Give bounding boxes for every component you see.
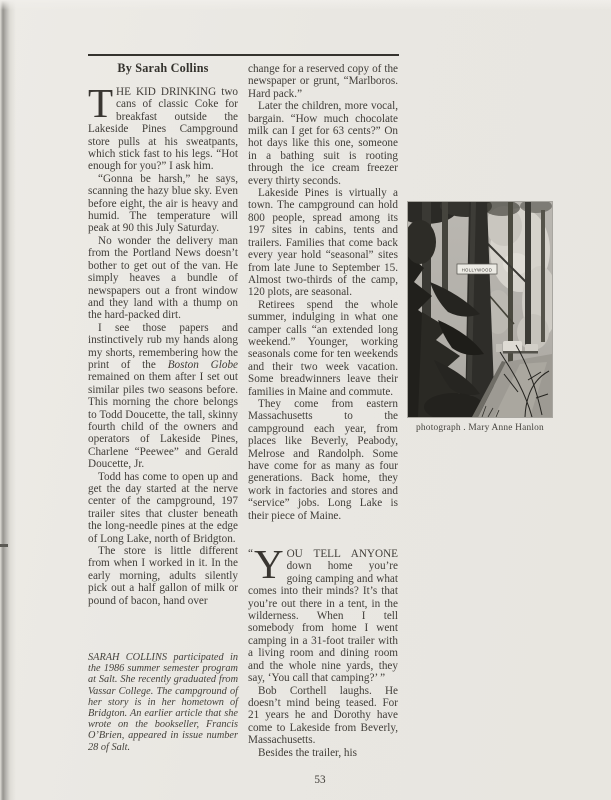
right-column [248, 63, 398, 769]
byline: By Sarah Collins [117, 61, 209, 75]
paragraph-section-lead [248, 541, 398, 685]
boston-globe-italic: Boston Globe [167, 358, 238, 371]
paragraph-text: Later the children, more vocal, bargain. “How much chocolate milk can I get for 63 cents?” On hot days like this one, someone in a bathing suit is rooting through the ice cream freezer every thirty seconds. [248, 100, 398, 187]
paragraph-text: I see those papers and instinctively rub my hands along my shorts, remembering how the print of the [88, 321, 238, 371]
paragraph-text: OU TELL ANYONE down home you’re going camping and what comes into their minds? It’s that you’re out there in a tent, in the wilderness. When I tell somebody from home I went camping in a 31-foot trailer with a living room and dining room and the whole nine yards, they say, ‘You call that camping?’ ” [248, 548, 398, 685]
paragraph [248, 187, 398, 299]
left-column [88, 86, 238, 646]
paragraph-text: remained on them after I set out similar piles two seasons before. This morning the chore belongs to Todd Doucette, the tall, skinny fourth child of the owners and operators of Lakeside Pines, Charlene “Peewee” and Gerald Doucette, Jr. [88, 371, 238, 471]
paragraph-text: The store is little different from when I worked in it. In the early morning, adults silently pick out a half gallon of milk or pound of bacon, hand over [88, 545, 238, 607]
author-bio: SARAH COLLINS participated in the 1986 summer semester program at Salt. She recently graduated from Vassar College. The campground of her story is in her hometown of Bridgton. An earlier article that she wrote on the bookseller, Francis O’Brien, appeared in issue number 28 of Salt. [88, 652, 238, 753]
paragraph [248, 398, 398, 522]
paragraph-text: change for a reserved copy of the newspaper or grunt, “Marlboros. Hard pack.” [248, 63, 398, 100]
paragraph [248, 747, 398, 759]
campground-photo [408, 202, 552, 417]
photo-caption: photograph . Mary Anne Hanlon [416, 423, 544, 433]
scan-edge-mark [0, 544, 8, 547]
paragraph-text: Besides the trailer, his [258, 746, 357, 759]
paragraph-text: No wonder the delivery man from the Portland News doesn’t bother to get out of the van. He simply heaves a bundle of newspapers out a front window and they land with a thump on the hard-packed dirt. [88, 234, 238, 322]
paragraph [88, 471, 238, 545]
paragraph-text: Bob Corthell laughs. He doesn’t mind being teased. For 21 years he and Dorothy have come to Lakeside from Beverly, Massachusetts. [248, 684, 398, 747]
hollywood-sign-text: HOLLYWOOD [461, 267, 493, 273]
campground-photo-art [408, 202, 552, 417]
paragraph-text: Retirees spend the whole summer, indulging in what one camper calls “an extended long weekend.” Younger, working seasonals come for ten weekends and their two week vacation. Some breadwinners leave their families in Maine and commute. [248, 298, 398, 398]
page-number: 53 [314, 774, 326, 786]
drop-cap-t: T [88, 86, 114, 126]
paragraph-lead [88, 86, 238, 173]
paragraph-text: HE KID DRINKING two cans of classic Coke for breakfast outside the Lakeside Pines Campground store pulls at his sweatpants, which stick fast to his legs. “Hot enough for you?” I ask him. [88, 86, 238, 173]
drop-cap-y: “ Y [248, 541, 284, 588]
paragraph [248, 685, 398, 747]
paragraph-text: Lakeside Pines is virtually a town. The campground can hold 800 people, spread among its 197 sites in cabins, tents and trailers. Families that come back every year hold “seasonal” sites from late June to September 15. Almost two-thirds of the camp, 120 plots, are seasonal. [248, 187, 398, 299]
paragraph-text: Todd has come to open up and get the day started at the nerve center of the campground, 197 trailer sites that cluster beneath the long-needle pines at the edge of Long Lake, north of Bridgton. [88, 470, 238, 545]
paragraph [88, 322, 238, 471]
paragraph [88, 235, 238, 322]
paragraph [248, 100, 398, 187]
paragraph-continuation [248, 63, 398, 100]
open-quote: “ [248, 548, 253, 561]
scan-edge-shadow [0, 0, 16, 800]
header-rule [88, 54, 399, 56]
paragraph-text: “Gonna be harsh,” he says, scanning the hazy blue sky. Even before eight, the air is heavy and humid. The temperature will peak at 90 this July Saturday. [88, 172, 238, 235]
scan-edge-top [0, 0, 611, 10]
paragraph-text: They come from eastern Massachusetts to the campground each year, from places like Beverly, Peabody, Melrose and Randolph. Some have come for as many as four generations. Back home, they work in factories and stores and “service” jobs. Long Lake is their piece of Maine. [248, 397, 398, 522]
paragraph [88, 545, 238, 607]
paragraph [88, 173, 238, 235]
hollywood-sign [457, 264, 497, 274]
paragraph [248, 299, 398, 398]
